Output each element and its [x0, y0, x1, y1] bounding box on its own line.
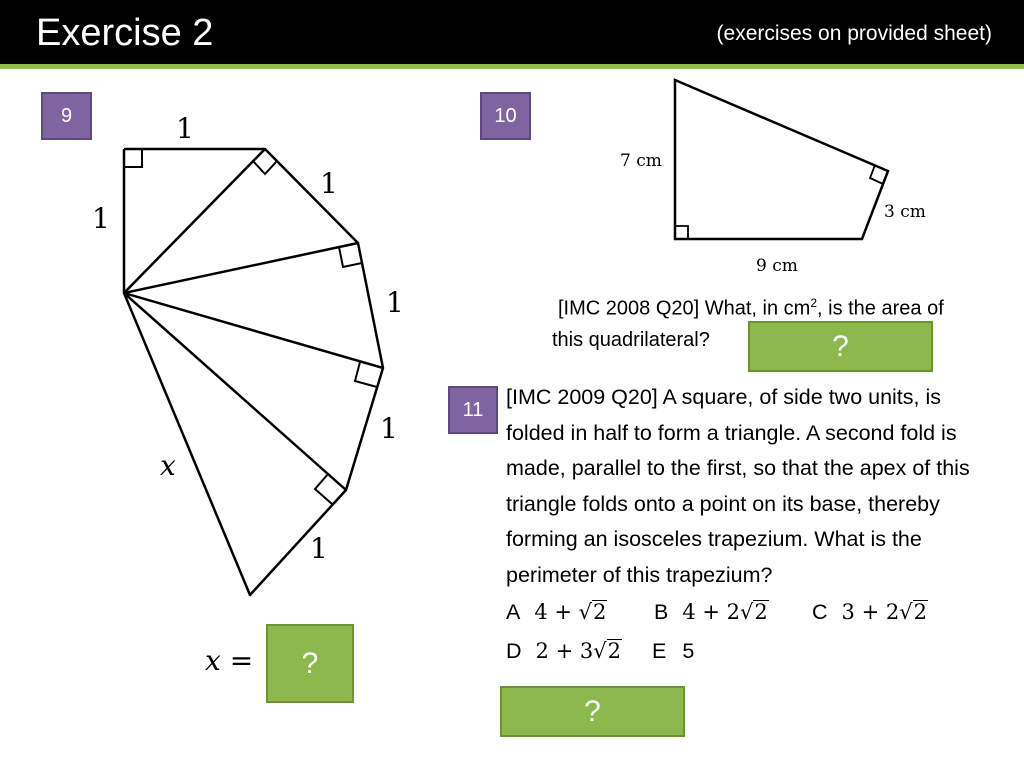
page-subtitle: (exercises on provided sheet): [716, 22, 992, 45]
label-9cm: 9 cm: [756, 256, 798, 276]
right-angle-mark-5: [315, 474, 332, 504]
page-title: Exercise 2: [36, 12, 214, 54]
question-9-answer-button[interactable]: ?: [266, 624, 354, 703]
quadrilateral-right-angle-1: [675, 226, 688, 239]
label-3cm: 3 cm: [884, 202, 926, 222]
label-x: x: [160, 449, 176, 482]
label-7cm: 7 cm: [620, 151, 662, 171]
question-11-answer-button[interactable]: ?: [500, 686, 685, 737]
right-angle-mark-2: [253, 161, 277, 174]
quadrilateral-diagram: [600, 76, 960, 276]
spoke-3: [124, 243, 358, 293]
question-10-text: [IMC 2008 Q20] What, in $cm^2$, is the area of this quadrilateral?: [552, 296, 944, 351]
option-a: A 4 + √2: [506, 600, 607, 624]
label-side-1-right: 1: [386, 286, 404, 319]
spiral-triangles-diagram: [0, 0, 440, 620]
option-d: D 2 + 3√2: [506, 639, 621, 663]
question-11-number: 11: [448, 386, 498, 434]
question-10-number: 10: [480, 92, 531, 140]
spoke-2: [124, 149, 265, 293]
spoke-4: [124, 293, 383, 368]
question-10-answer-button[interactable]: ?: [748, 321, 933, 372]
label-side-1-left: 1: [92, 202, 110, 235]
x-equals-label: x =: [205, 644, 254, 677]
question-11-text: [IMC 2009 Q20] A square, of side two units, is folded in half to form a triangle. A second fold is made, parallel to the first, so that the apex of this triangle folds onto a point on its base, thereby forming an isosceles trapezium. What is the perimeter of this trapezium?: [506, 385, 970, 587]
quadrilateral-shape: [675, 80, 888, 239]
label-side-1-upper-right: 1: [320, 167, 338, 200]
spoke-5: [124, 293, 346, 490]
label-side-1-bottom: 1: [310, 532, 328, 565]
spiral-outer-edge: [124, 149, 383, 595]
question-9-number: 9: [41, 92, 92, 140]
option-c: C 3 + 2√2: [812, 600, 927, 624]
option-e: E 5: [652, 639, 695, 663]
label-side-1-top: 1: [176, 112, 194, 145]
option-b: B 4 + 2√2: [654, 600, 768, 624]
label-side-1-lower-right: 1: [380, 412, 398, 445]
right-angle-mark-1: [124, 149, 142, 167]
